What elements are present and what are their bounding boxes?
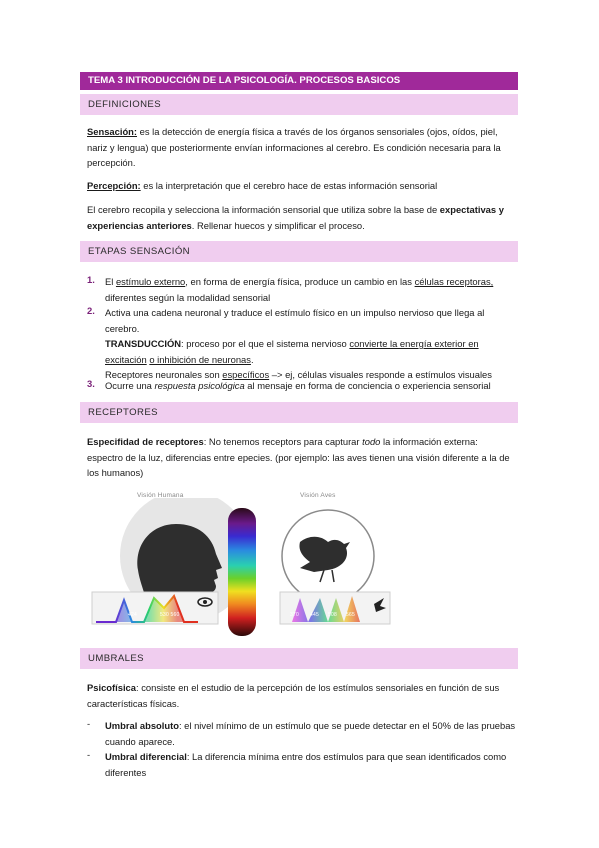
etapa2-text-i: –> ej, células visuales responde a estímulos visuales [269,369,492,380]
psicofisica-text: : consiste en el estudio de la percepción de los estímulos sensoriales en función de sus características físicas. [87,682,500,709]
umbral-absoluto-item [105,718,517,749]
etapa3-text-b: respuesta psicológica [154,380,245,391]
list-number-2: 2. [87,305,95,316]
umbral-diferencial-item [105,749,517,780]
percepcion-term: Percepción: [87,180,141,191]
etapa-item-3 [105,378,517,394]
sensacion-paragraph [87,124,515,171]
receptores-text-a: : No tenemos receptors para capturar [203,436,363,447]
receptores-text-c: la información externa: espectro de la luz, diferencias entre epecies. (por ejemplo: las aves tienen una visión diferente a la de los humanos) [87,436,510,478]
document-title: TEMA 3 INTRODUCCIÓN DE LA PSICOLOGÍA. PROCESOS BASICOS [80,72,518,90]
etapa2-text-h: específicos [222,369,270,380]
etapa2-text-b: : proceso por el que el sistema nervioso [181,338,350,349]
umbral-absoluto-term: Umbral absoluto [105,720,179,731]
section-receptores: RECEPTORES [80,402,518,423]
human-tick-2: 530 560 [160,612,180,618]
bird-tick-1: 370 [290,612,299,618]
cerebro-text-c: . Rellenar huecos y simplificar el proceso. [191,219,365,231]
etapa2-text-a: Activa una cadena neuronal y traduce el estímulo físico en un impulso nervioso que llega al cerebro. [105,307,485,334]
etapa1-text-c: , en forma de energía física, produce un cambio en las [185,276,415,287]
cerebro-text-a: El cerebro recopila y selecciona la información sensorial que utiliza sobre la base de [87,204,440,215]
etapa1-text-e: diferentes según la modalidad sensorial [105,291,271,303]
etapa2-text-g: Receptores neuronales son [105,369,223,380]
section-definiciones: DEFINICIONES [80,94,518,115]
section-etapas: ETAPAS SENSACIÓN [80,241,518,262]
etapa2-text-e: o inhibición de neuronas [149,353,251,365]
etapa2-text-c: convierte la energía exterior en excitación [105,338,479,365]
umbral-absoluto-text: : el nivel mínimo de un estímulo que se puede detectar en el 50% de las pruebas cuando aparece. [105,720,516,747]
dash-2: - [87,749,91,760]
section-umbrales: UMBRALES [80,648,518,669]
receptores-text-b: todo [362,436,381,447]
etapa3-text-a: Ocurre una [105,380,155,391]
list-number-3: 3. [87,378,95,389]
sensacion-text: es la detección de energía física a través de los órganos sensoriales (ojos, oídos, piel, nariz y lengua) que posteriormente envían informaciones al cerebro. Es condición necesaria para la percepción. [87,126,501,168]
etapa1-text-a: El [105,276,116,287]
vision-figure-graphics [88,498,518,638]
percepcion-paragraph [87,178,515,194]
umbral-diferencial-term: Umbral diferencial [105,751,187,762]
cerebro-paragraph [87,202,515,233]
dash-1: - [87,718,91,729]
receptores-term: Especifidad de receptores [87,436,204,447]
bird-tick-2: 445 [310,612,319,618]
bird-tick-4: 565 [346,612,355,618]
etapa1-text-d: células receptoras, [414,276,494,287]
bird-tick-3: 508 [328,612,337,618]
human-tick-1: 424 [128,612,137,618]
etapa2-text-f: . [250,353,254,365]
receptores-paragraph [87,434,515,481]
etapa3-text-c: al mensaje en forma de conciencia o experiencia sensorial [244,380,491,391]
transduccion-term: TRANSDUCCIÓN [105,338,182,349]
percepcion-text: es la interpretación que el cerebro hace de estas información sensorial [140,180,438,191]
light-spectrum-bar [228,508,256,636]
psicofisica-term: Psicofísica [87,682,136,693]
etapa-item-2 [105,305,517,383]
psicofisica-paragraph [87,680,515,711]
umbral-diferencial-text: : La diferencia mínima entre dos estímulos para que sean identificados como diferentes [105,751,507,778]
etapa-item-1 [105,274,517,305]
vision-humana-label: Visión Humana [137,492,184,499]
cerebro-text-b: expectativas y experiencias anteriores [87,204,504,231]
sensacion-term: Sensación: [87,126,138,137]
etapa1-text-b: estímulo externo [115,276,186,287]
list-number-1: 1. [87,274,95,285]
vision-aves-label: Visión Aves [300,492,336,499]
